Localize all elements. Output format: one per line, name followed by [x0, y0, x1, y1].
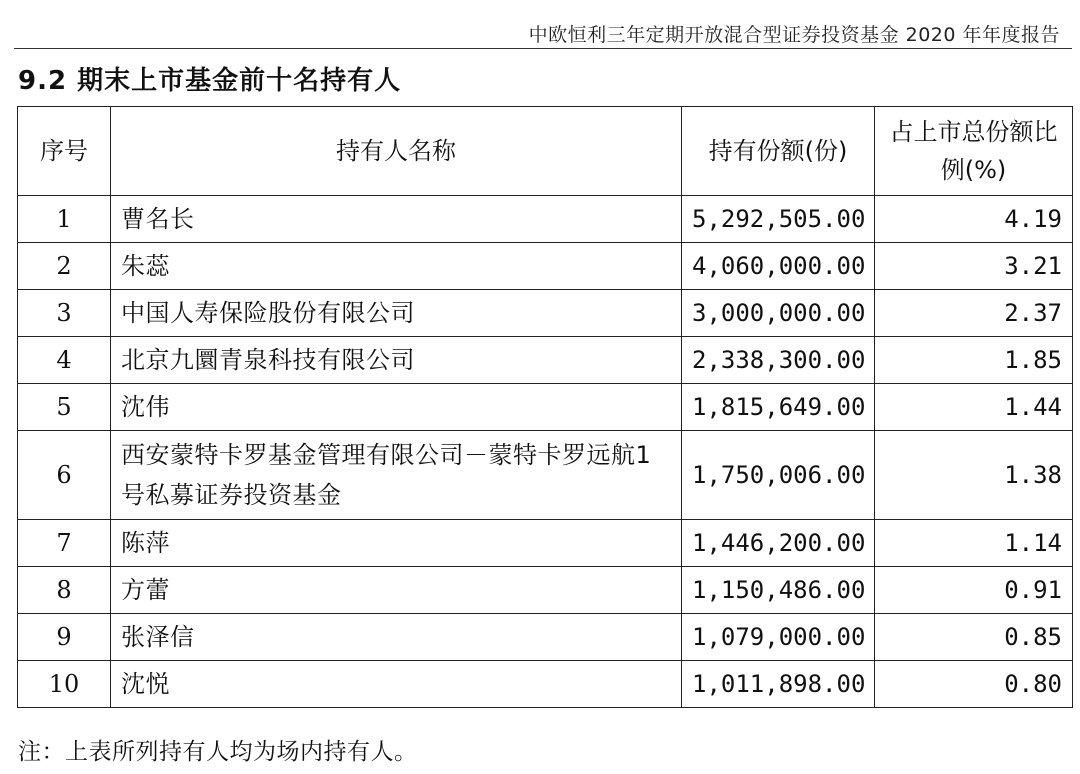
table-footnote: 注：上表所列持有人均为场内持有人。 [18, 739, 418, 765]
table-row [18, 337, 1073, 384]
report-header [14, 14, 1072, 49]
row-shares: 1,011,898.00 [682, 661, 875, 708]
row-holder-name: 朱蕊 [111, 243, 682, 290]
table-row [18, 290, 1073, 337]
report-title: 中欧恒利三年定期开放混合型证券投资基金 2020 年年度报告 [528, 24, 1060, 46]
row-ratio: 0.80 [875, 661, 1073, 708]
row-shares: 5,292,505.00 [682, 196, 875, 243]
table-row [18, 520, 1073, 567]
column-header-seq: 序号 [18, 107, 111, 196]
row-seq: 3 [18, 290, 111, 337]
table-row [18, 243, 1073, 290]
row-seq: 10 [18, 661, 111, 708]
row-seq: 5 [18, 384, 111, 431]
row-ratio: 1.14 [875, 520, 1073, 567]
row-seq: 2 [18, 243, 111, 290]
row-seq: 9 [18, 614, 111, 661]
top-holders-table [17, 106, 1073, 708]
row-holder-name: 方蕾 [111, 567, 682, 614]
table-row [18, 661, 1073, 708]
row-seq: 1 [18, 196, 111, 243]
row-seq: 8 [18, 567, 111, 614]
table-row [18, 196, 1073, 243]
column-header-name: 持有人名称 [111, 107, 682, 196]
row-holder-name: 陈萍 [111, 520, 682, 567]
row-holder-name: 沈伟 [111, 384, 682, 431]
row-ratio: 2.37 [875, 290, 1073, 337]
row-holder-name: 曹名长 [111, 196, 682, 243]
row-ratio: 1.44 [875, 384, 1073, 431]
row-shares: 1,079,000.00 [682, 614, 875, 661]
row-ratio: 0.85 [875, 614, 1073, 661]
table-row [18, 567, 1073, 614]
row-ratio: 3.21 [875, 243, 1073, 290]
table-header-row [18, 107, 1073, 196]
row-ratio: 1.38 [875, 431, 1073, 520]
row-shares: 4,060,000.00 [682, 243, 875, 290]
table-row [18, 431, 1073, 520]
row-holder-name: 西安蒙特卡罗基金管理有限公司－蒙特卡罗远航1号私募证券投资基金 [111, 431, 682, 520]
row-shares: 2,338,300.00 [682, 337, 875, 384]
column-header-shares: 持有份额(份) [682, 107, 875, 196]
row-seq: 6 [18, 431, 111, 520]
row-holder-name: 北京九圜青泉科技有限公司 [111, 337, 682, 384]
row-shares: 3,000,000.00 [682, 290, 875, 337]
column-header-ratio: 占上市总份额比例(%) [875, 107, 1073, 196]
row-shares: 1,446,200.00 [682, 520, 875, 567]
row-ratio: 1.85 [875, 337, 1073, 384]
row-seq: 7 [18, 520, 111, 567]
row-ratio: 0.91 [875, 567, 1073, 614]
row-seq: 4 [18, 337, 111, 384]
row-holder-name: 中国人寿保险股份有限公司 [111, 290, 682, 337]
row-holder-name: 张泽信 [111, 614, 682, 661]
row-shares: 1,750,006.00 [682, 431, 875, 520]
row-shares: 1,150,486.00 [682, 567, 875, 614]
row-ratio: 4.19 [875, 196, 1073, 243]
table-row [18, 614, 1073, 661]
section-title: 9.2 期末上市基金前十名持有人 [18, 66, 402, 96]
row-holder-name: 沈悦 [111, 661, 682, 708]
table-row [18, 384, 1073, 431]
row-shares: 1,815,649.00 [682, 384, 875, 431]
